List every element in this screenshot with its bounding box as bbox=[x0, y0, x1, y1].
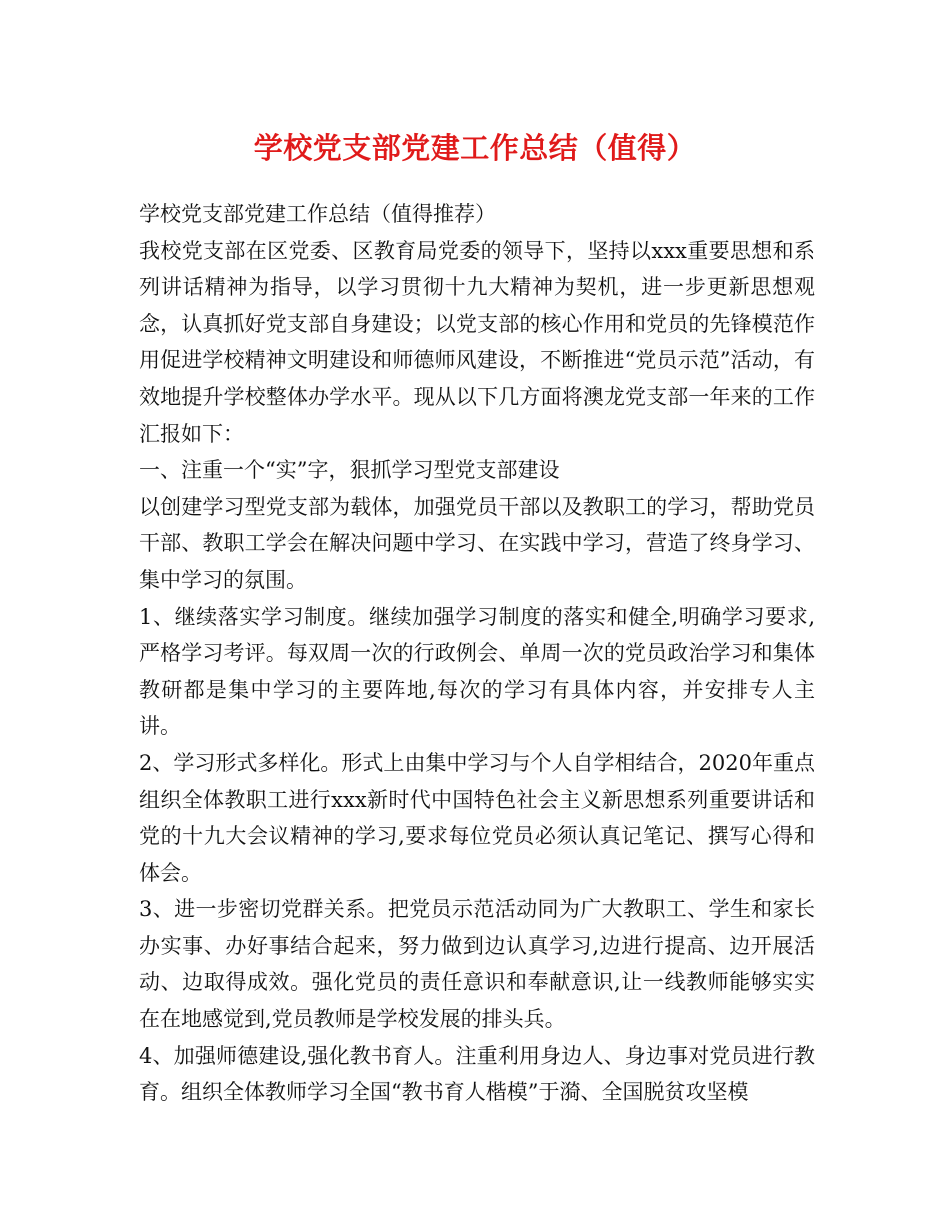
document-title: 学校党支部党建工作总结（值得） bbox=[253, 131, 697, 165]
list-item-1: 1、继续落实学习制度。继续加强学习制度的落实和健全,明确学习要求,严格学习考评。每双周一次的行政例会、单周一次的党员政治学习和集体教研都是集中学习的主要阵地,每次的学习有具体内容，并安排专人主讲。 bbox=[139, 604, 815, 739]
subtitle-paragraph: 学校党支部党建工作总结（值得推荐） bbox=[139, 202, 496, 226]
list-item-2: 2、学习形式多样化。形式上由集中学习与个人自学相结合，2020年重点组织全体教职工进行xxx新时代中国特色社会主义新思想系列重要讲话和党的十九大会议精神的学习,要求每位党员必须认真记笔记、撰写心得和体会。 bbox=[139, 750, 815, 885]
section-heading: 一、注重一个“实”字，狠抓学习型党支部建设 bbox=[139, 458, 560, 483]
intro-paragraph: 我校党支部在区党委、区教育局党委的领导下，坚持以xxx重要思想和系列讲话精神为指导，以学习贯彻十九大精神为契机，进一步更新思想观念，认真抓好党支部自身建设；以党支部的核心作用和党员的先锋模范作用促进学校精神文明建设和师德师风建设，不断推进“党员示范”活动，有效地提升学校整体办学水平。现从以下几方面将澳龙党支部一年来的工作汇报如下： bbox=[139, 238, 815, 446]
list-item-3: 3、进一步密切党群关系。把党员示范活动同为广大教职工、学生和家长办实事、办好事结合起来，努力做到边认真学习,边进行提高、边开展活动、边取得成效。强化党员的责任意识和奉献意识,让一线教师能够实实在在地感觉到,党员教师是学校发展的排头兵。 bbox=[139, 897, 815, 1032]
section-intro-paragraph: 以创建学习型党支部为载体，加强党员干部以及教职工的学习，帮助党员干部、教职工学会在解决问题中学习、在实践中学习，营造了终身学习、集中学习的氛围。 bbox=[139, 494, 815, 592]
document-body bbox=[139, 196, 815, 1111]
list-item-4: 4、加强师德建设,强化教书育人。注重利用身边人、身边事对党员进行教育。组织全体教师学习全国“教书育人楷模”于漪、全国脱贫攻坚模 bbox=[139, 1043, 815, 1105]
